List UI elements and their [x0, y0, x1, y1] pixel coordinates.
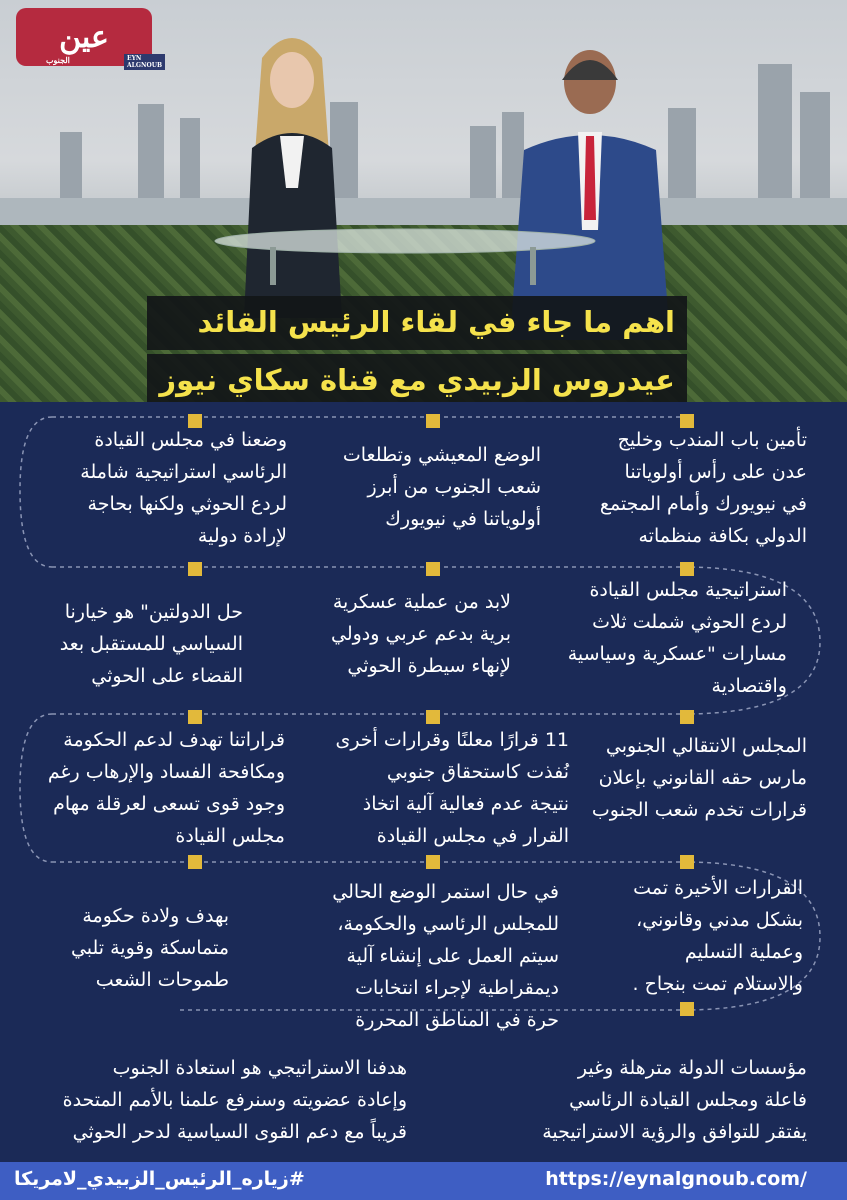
timeline-marker: [680, 710, 694, 724]
interview-photo: [0, 0, 847, 402]
point-2: الوضع المعيشي وتطلعات شعب الجنوب من أبرز أولوياتنا في نيويورك: [342, 444, 541, 530]
point-1: تأمين باب المندب وخليج عدن على رأس أولوياتنا في نيويورك وأمام المجتمع الدولي بكافة منظماته: [599, 429, 807, 547]
glass-table: [210, 225, 600, 285]
channel-logo: [16, 8, 163, 69]
logo-brand: EYN ALGNOUB: [124, 54, 165, 70]
hashtag-link[interactable]: #زياره_الرئيس_الزبيدي_لامريكا: [14, 1168, 305, 1190]
timeline-marker: [680, 1002, 694, 1016]
skyline-building: [470, 126, 496, 202]
point-7: المجلس الانتقالي الجنوبي مارس حقه القانوني بإعلان قرارات تخدم شعب الجنوب: [591, 735, 807, 821]
timeline-marker: [426, 414, 440, 428]
headline-line-1: اهم ما جاء في لقاء الرئيس القائد: [147, 296, 687, 350]
timeline-marker: [426, 562, 440, 576]
timeline-marker: [680, 855, 694, 869]
skyline-building: [180, 118, 200, 202]
point-8: 11 قرارًا معلنًا وقرارات أخرى نُفذت كاستحقاق جنوبي نتيجة عدم فعالية آلية اتخاذ القرار في مجلس القيادة: [335, 729, 569, 847]
timeline-marker: [426, 855, 440, 869]
timeline-marker: [188, 562, 202, 576]
footer-bar: [0, 1162, 847, 1200]
point-9: قراراتنا تهدف لدعم الحكومة ومكافحة الفساد والإرهاب رغم وجود قوى تسعى لعرقلة مهام مجلس القيادة: [47, 729, 285, 847]
point-12: بهدف ولادة حكومة متماسكة وقوية تلبي طموحات الشعب: [70, 905, 229, 991]
timeline-marker: [188, 710, 202, 724]
website-link[interactable]: https://eynalgnoub.com/: [545, 1168, 807, 1190]
point-4: استراتيجية مجلس القيادة لردع الحوثي شملت ثلاث مسارات "عسكرية وسياسية واقتصادية: [567, 579, 787, 697]
point-3: وضعنا في مجلس القيادة الرئاسي استراتيجية شاملة لردع الحوثي ولكنها بحاجة لإرادة دولية: [80, 429, 287, 547]
logo-text: عين: [59, 19, 109, 55]
point-6: حل الدولتين" هو خيارنا السياسي للمستقبل بعد القضاء على الحوثي: [59, 601, 243, 687]
key-points: [0, 402, 847, 1162]
point-11: في حال استمر الوضع الحالي للمجلس الرئاسي والحكومة، سيتم العمل على إنشاء آلية ديمقراطية لإجراء انتخابات حرة في المناطق المحررة: [332, 881, 559, 1031]
skyline-building: [138, 104, 164, 202]
skyline-building: [758, 64, 792, 202]
river: [0, 198, 847, 228]
point-13: مؤسسات الدولة مترهلة وغير فاعلة ومجلس القيادة الرئاسي يفتقر للتوافق والرؤية الاستراتيجية: [542, 1057, 807, 1143]
logo-subtitle: الجنوب: [46, 55, 70, 65]
skyline-building: [60, 132, 82, 202]
headline: [147, 296, 687, 402]
point-5: لابد من عملية عسكرية برية بدعم عربي ودولي لإنهاء سيطرة الحوثي: [331, 591, 511, 677]
timeline-marker: [426, 710, 440, 724]
headline-line-2: عيدروس الزبيدي مع قناة سكاي نيوز: [147, 354, 687, 402]
point-14: هدفنا الاستراتيجي هو استعادة الجنوب وإعادة عضويته وسنرفع علمنا بالأمم المتحدة قريباً مع دعم القوى السياسية لدحر الحوثي: [62, 1057, 407, 1143]
guest-figure: [500, 40, 680, 340]
timeline-marker: [188, 855, 202, 869]
skyline-building: [800, 92, 830, 202]
point-10: القرارات الأخيرة تمت بشكل مدني وقانوني، وعملية التسليم والاستلام تمت بنجاح .: [632, 877, 803, 995]
